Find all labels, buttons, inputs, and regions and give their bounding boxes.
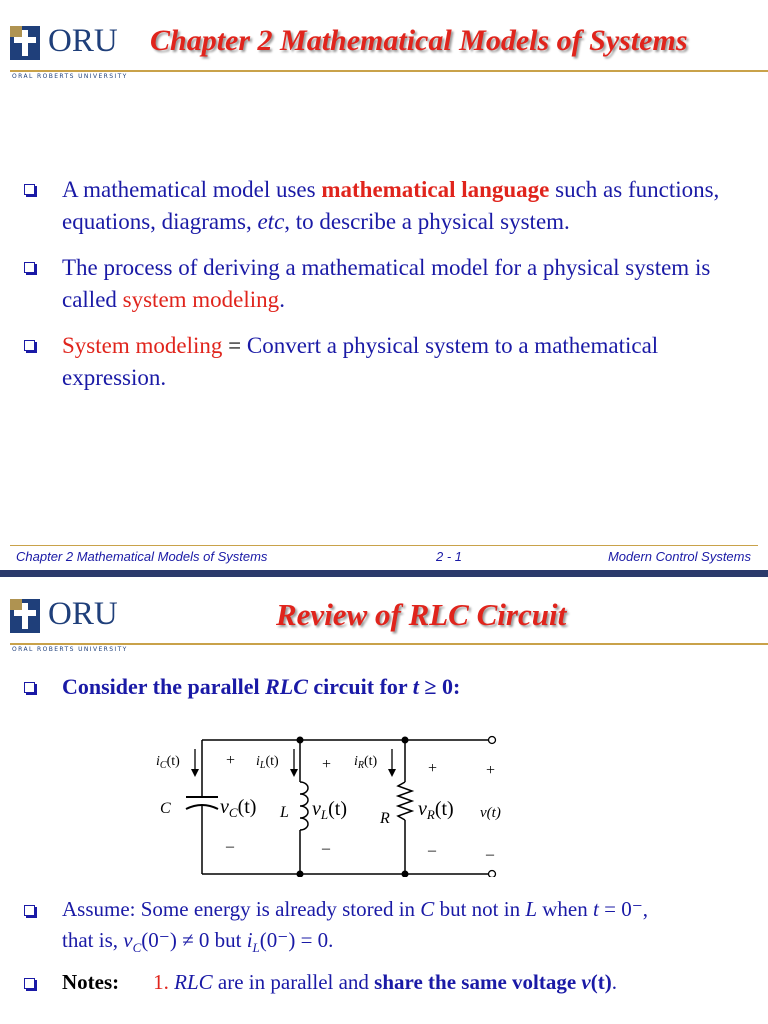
arrowhead-icon <box>191 769 199 777</box>
bullet-italic: C <box>420 897 435 921</box>
slide-separator <box>0 570 768 577</box>
bullet-text: Consider the parallel <box>62 674 266 699</box>
bullet-italic: t <box>593 897 599 921</box>
bullet-subscript: C <box>132 940 142 956</box>
arrowhead-icon <box>388 769 396 777</box>
checkbox-bullet-icon <box>24 978 35 989</box>
minus-sign: – <box>428 842 436 859</box>
logo-underline <box>10 643 150 645</box>
label-il: $i_L(t)$ <box>256 754 279 771</box>
logo-subtitle: ORAL ROBERTS UNIVERSITY <box>12 73 128 80</box>
resistor-zigzag <box>398 782 412 820</box>
bullet-italic: etc <box>257 209 285 234</box>
logo-underline <box>10 70 150 72</box>
oru-logo <box>10 22 135 80</box>
header-rule <box>140 643 768 645</box>
notes-number: 1. <box>153 970 169 994</box>
bullet-item <box>24 894 762 963</box>
inductor-coil <box>300 782 308 830</box>
bullet-item <box>24 671 762 702</box>
bullet-item <box>24 967 762 998</box>
bullet-text: such as functions, equations, diagrams, <box>62 177 720 234</box>
footer-page-number: 2 - 1 <box>436 549 463 564</box>
notes-label: Notes: <box>62 970 120 994</box>
oru-logo <box>10 595 135 653</box>
bullet-text: . <box>611 970 617 994</box>
slide-2 <box>0 577 768 1024</box>
logo-text: ORU <box>48 596 118 632</box>
bullet-bold: share the same voltage <box>374 970 582 994</box>
bullet-text: Convert a physical system to a mathematical expression. <box>62 333 659 390</box>
bullet-highlight: system modeling <box>122 287 280 312</box>
junction-dot <box>297 871 304 878</box>
bullet-italic: RLC <box>265 674 308 699</box>
label-ic: $i_C(t)$ <box>156 754 180 771</box>
footer-rule <box>10 545 758 546</box>
bullet-text: = <box>222 333 247 358</box>
bullet-text: The process of deriving a mathematical model for a physical system is called <box>62 255 711 312</box>
bullet-text: when <box>537 897 594 921</box>
label-vc: $v_C(t)$ <box>220 796 257 820</box>
bullet-text: but not in <box>434 897 526 921</box>
cross-shield-icon <box>10 26 40 60</box>
bullet-italic: t <box>412 674 419 699</box>
junction-dot <box>402 871 409 878</box>
bullet-text: . <box>279 287 285 312</box>
bullet-item <box>24 174 744 238</box>
bullet-subscript: L <box>252 940 260 956</box>
bullet-italic: i <box>246 928 253 952</box>
footer-chapter: Chapter 2 Mathematical Models of Systems <box>16 549 268 564</box>
bullet-text: = 0⁻, <box>598 897 649 921</box>
rlc-circuit-diagram <box>140 727 520 877</box>
checkbox-bullet-icon <box>24 184 35 195</box>
terminal-node <box>489 871 496 878</box>
minus-sign: – <box>486 846 494 863</box>
plus-sign: + <box>226 752 236 769</box>
label-vout: v(t) <box>480 805 501 821</box>
bullet-highlight: System modeling <box>62 333 223 358</box>
bullet-item <box>24 330 744 394</box>
logo-subtitle: ORAL ROBERTS UNIVERSITY <box>12 646 128 653</box>
junction-dot <box>297 737 304 744</box>
minus-sign: – <box>226 838 234 855</box>
label-vl: $v_L(t)$ <box>312 798 348 822</box>
bullet-italic: v <box>581 970 591 994</box>
checkbox-bullet-icon <box>24 682 35 693</box>
label-ir: $i_R(t)$ <box>354 754 378 771</box>
bullet-text: ≥ 0: <box>418 674 461 699</box>
logo-text: ORU <box>48 23 118 59</box>
checkbox-bullet-icon <box>24 905 35 916</box>
label-capacitor: C <box>160 800 171 817</box>
bullet-highlight: mathematical language <box>321 177 550 202</box>
label-vr: $v_R(t)$ <box>418 798 454 822</box>
bullet-list <box>24 174 744 408</box>
label-resistor: R <box>380 810 390 827</box>
bullet-text: Assume: Some energy is already stored in <box>62 897 421 921</box>
cross-shield-icon <box>10 599 40 633</box>
minus-sign: – <box>322 840 330 857</box>
arrowhead-icon <box>290 769 298 777</box>
slide-title: Chapter 2 Mathematical Models of Systems <box>150 24 688 57</box>
checkbox-bullet-icon <box>24 262 35 273</box>
bullet-italic: v <box>123 928 133 952</box>
bullet-text: , to describe a physical system. <box>284 209 570 234</box>
header-rule <box>140 70 768 72</box>
plus-sign: + <box>322 756 332 773</box>
bullet-text: that is, <box>62 928 124 952</box>
bullet-text: (0⁻) = 0. <box>259 928 334 952</box>
plus-sign: + <box>428 760 438 777</box>
footer-book-title: Modern Control Systems <box>607 549 751 564</box>
slide-title: Review of RLC Circuit <box>276 597 567 632</box>
bullet-text: A mathematical model uses <box>62 177 322 202</box>
bullet-text: (0⁻) ≠ 0 but <box>141 928 247 952</box>
bullet-text: are in parallel and <box>212 970 375 994</box>
bullet-bold: (t) <box>590 970 612 994</box>
bullet-italic: RLC <box>174 970 213 994</box>
label-inductor: L <box>280 804 289 821</box>
terminal-node <box>489 737 496 744</box>
junction-dot <box>402 737 409 744</box>
checkbox-bullet-icon <box>24 340 35 351</box>
bullet-italic: L <box>525 897 538 921</box>
plus-sign: + <box>486 762 496 779</box>
bullet-text: circuit for <box>307 674 413 699</box>
bullet-item <box>24 252 744 316</box>
